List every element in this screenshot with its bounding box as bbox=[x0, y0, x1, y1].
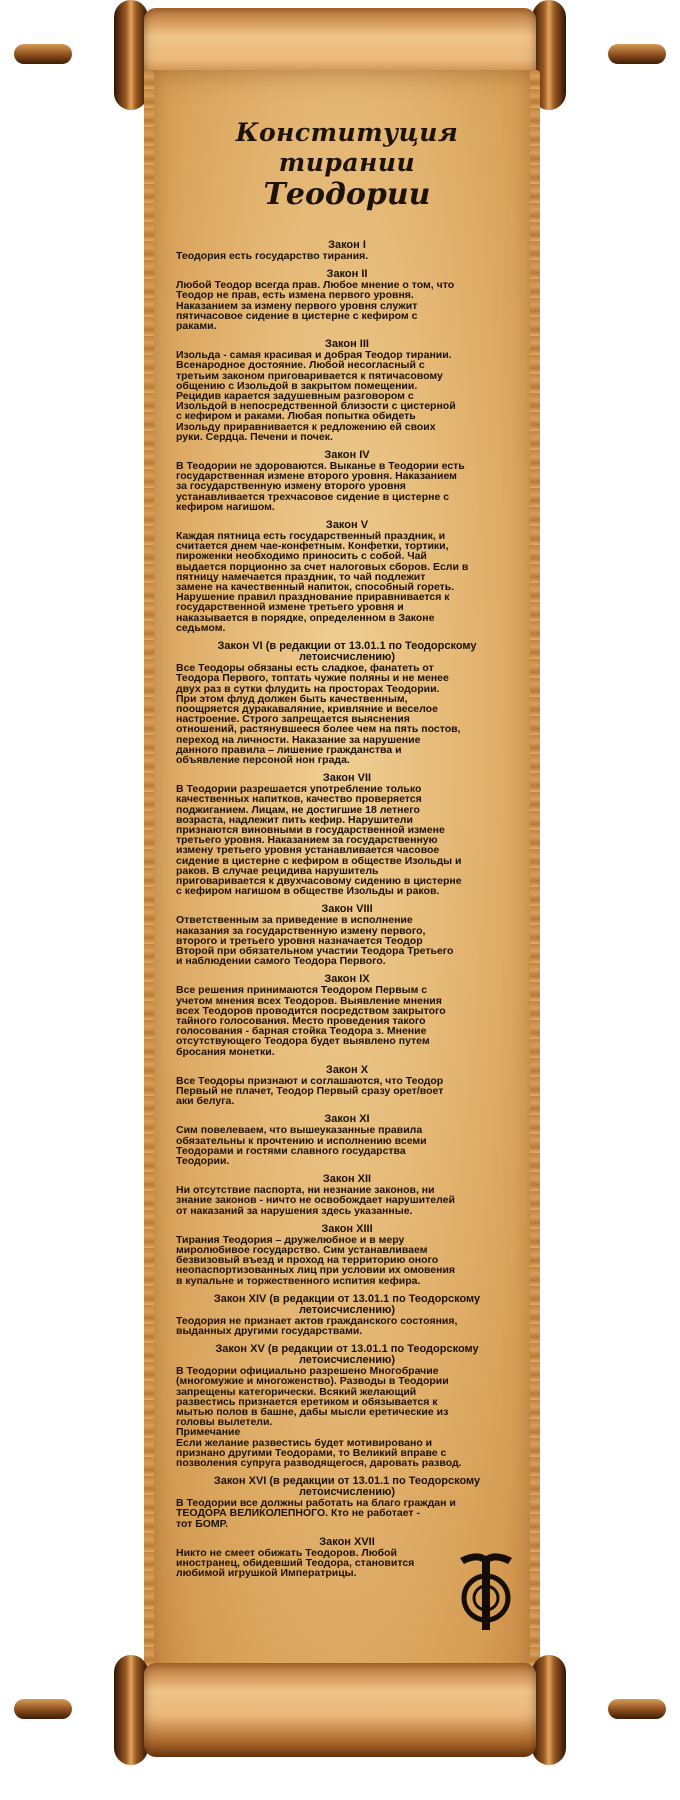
law-heading: Закон III bbox=[325, 338, 369, 351]
bottom-left-knob bbox=[14, 1699, 72, 1719]
law-heading: Закон I bbox=[328, 239, 366, 251]
law-section bbox=[176, 1174, 518, 1216]
constitution-text bbox=[176, 118, 518, 1587]
law-section bbox=[176, 773, 518, 896]
paper-edge-right bbox=[530, 70, 540, 1730]
law-body: В Теодории все должны работать на благо граждан и ТЕОДОРА ВЕЛИКОЛЕПНОГО. Кто не работает - тот БОМР. bbox=[176, 1497, 456, 1530]
law-heading: Закон VII bbox=[322, 772, 372, 785]
law-section bbox=[176, 520, 518, 633]
law-section bbox=[176, 1224, 518, 1286]
law-body: В Теодории не здороваются. Выканье в Теодории есть государственная измене второго уровня. Наказанием за государственную измену второго уровня устанавливается трехчасовое сидение в цистерне с кефиром нагишом. bbox=[176, 460, 465, 513]
law-body: Сим повелеваем, что вышеуказанные правила обязательны к прочтению и исполнению всеми Теодорами и гостями славного государства Теодории. bbox=[176, 1124, 427, 1168]
law-heading: Закон XVI (в редакции от 13.01.1 по Теодорскому летоисчислению) bbox=[213, 1475, 481, 1499]
bottom-right-cap bbox=[532, 1655, 566, 1765]
law-body: Любой Теодор всегда прав. Любое мнение о том, что Теодор не прав, есть измена первого уровня. Наказанием за измену первого уровня служит пятичасовое сидение в цистерне с кефиром с раками. bbox=[176, 279, 455, 333]
law-heading: Закон VIII bbox=[321, 903, 373, 916]
bottom-left-cap bbox=[114, 1655, 148, 1765]
title-line-2: Теодории bbox=[263, 177, 431, 212]
seal-letters: ТТ bbox=[456, 1550, 458, 1551]
law-body: Все решения принимаются Теодором Первым с учетом мнения всех Теодоров. Выявление мнения всех Теодоров проводится посредством закрытого тайного голосования. Место проведения такого голосования - барная стойка Теодора з. Мнение отсутствующего Теодора будет выявлено путем бросания монетки. bbox=[176, 984, 446, 1058]
laws-list bbox=[176, 240, 518, 1579]
law-section bbox=[176, 1476, 518, 1529]
law-section bbox=[176, 641, 518, 765]
top-left-cap bbox=[114, 0, 148, 110]
law-body: Изольда - самая красивая и добрая Теодор тирании. Всенародное достояние. Любой несогласный с третьим законом приговаривается к пятичасовому общению с Изольдой в закрытом помещении. Рецидив карается задушевным разговором с Изольдой в непосредственной близости с цистерной с кефиром и раками. Любая попытка обидеть Изольду приравнивается к редложению ей своих руки. Сердца. Печени и почек. bbox=[176, 349, 456, 443]
law-heading: Закон XI bbox=[324, 1113, 370, 1126]
law-heading: Закон VI (в редакции от 13.01.1 по Теодорскому летоисчислению) bbox=[217, 640, 477, 664]
theodoria-seal bbox=[456, 1550, 516, 1634]
bottom-right-knob bbox=[608, 1699, 666, 1719]
title-line-1: Конституция тирании bbox=[235, 118, 459, 177]
law-body: Ответственным за приведение в исполнение наказания за государственную измену первого, второго и третьего уровня назначается Теодор Второй при обязательном участии Теодора Третьего и наблюдении самого Теодора Первого. bbox=[176, 914, 454, 968]
top-left-knob bbox=[14, 44, 72, 64]
law-section bbox=[176, 1294, 518, 1336]
law-heading: Закон V bbox=[325, 519, 369, 532]
law-heading: Закон IX bbox=[324, 973, 370, 986]
law-heading: Закон XIII bbox=[321, 1222, 373, 1235]
law-section bbox=[176, 974, 518, 1056]
law-body: Все Теодоры обязаны есть сладкое, фанатеть от Теодора Первого, топтать чужие поляны и не менее двух раз в сутки флудить на просторах Теодории. При этом флуд должен быть качественным, поощряется дуракаваляние, кривляние и веселое настроение. Строго запрещается выяснения отношений, растянувшееся более чем на пять постов, переход на личности. Наказание за нарушение данного правила – лишение гражданства и объявление персоной нон града. bbox=[176, 662, 461, 766]
law-body: Тирания Теодория – дружелюбное и в меру миролюбивое государство. Сим устанавливаем безвизовый въезд и проход на территорию оного неопаспортизованных лиц при условии их омовения в купальне и торжественного испития кефира. bbox=[176, 1233, 456, 1287]
law-section bbox=[176, 450, 518, 512]
law-heading: Закон XVII bbox=[319, 1535, 375, 1548]
law-body: Теодория не признает актов гражданского состояния, выданных другими государствами. bbox=[176, 1314, 458, 1338]
law-heading: Закон XIV (в редакции от 13.01.1 по Теодорскому летоисчислению) bbox=[213, 1292, 481, 1316]
law-section bbox=[176, 1344, 518, 1468]
top-right-knob bbox=[608, 44, 666, 64]
law-body: Теодория есть государство тирания. bbox=[176, 250, 369, 262]
law-body: Никто не смеет обижать Теодоров. Любой иностранец, обидевший Теодора, становится любимой игрушкой Императрицы. bbox=[176, 1546, 415, 1580]
law-body: В Теодории официально разрешено Многобрачие (многомужие и многоженство). Разводы в Теодории запрещены категорически. Всякий желающий развестись признается еретиком и обязывается к мытью полов в башне, дабы мысли еретические из головы вылетели. Примечание Если желание развестись будет мотивировано и признано другими Теодорами, то Великий вправе с позволения супруга разводящегося, даровать развод. bbox=[176, 1365, 462, 1470]
law-body: Ни отсутствие паспорта, ни незнание законов, ни знание законов - ничто не освобождает нарушителей от наказаний за нарушения здесь указанные. bbox=[176, 1184, 455, 1217]
law-section bbox=[176, 1114, 518, 1166]
law-heading: Закон XII bbox=[322, 1173, 372, 1186]
law-body: В Теодории разрешается употребление только качественных напитков, качество проверяется поджиганием. Лицам, не достигшие 18 летнего возраста, надлежит пить кефир. Нарушители признаются виновными в государственной измене третьего уровня. Наказанием за государственную измену третьего уровня устанавливается часовое сидение в цистерне с кефиром в обществе Изольды и раков. В случае рецидива нарушитель приговаривается к двухчасовому сидению в цистерне с кефиром нагишом в обществе Изольды и раков. bbox=[176, 783, 462, 898]
law-body: Все Теодоры признают и соглашаются, что Теодор Первый не плачет, Теодор Первый сразу орет/воет аки белуга. bbox=[176, 1074, 444, 1108]
law-heading: Закон II bbox=[326, 268, 368, 281]
law-section bbox=[176, 1065, 518, 1107]
law-heading: Закон X bbox=[325, 1063, 369, 1076]
law-body: Каждая пятница есть государственный праздник, и считается днем чае-конфетным. Конфетки, тортики, пироженки необходимо приносить с собой. Чай выдается порционно за счет налоговых сборов. Если в пятницу намечается праздник, то чай подлежит замене на качественный напиток, способный гореть. Нарушение правил празднование приравнивается к государственной измене третьего уровня и наказывается в порядке, определенном в Законе седьмом. bbox=[176, 530, 469, 634]
law-section bbox=[176, 269, 518, 331]
bottom-barrel bbox=[144, 1663, 536, 1757]
paper-edge-left bbox=[144, 70, 154, 1730]
law-heading: Закон XV (в редакции от 13.01.1 по Теодорскому летоисчислению) bbox=[215, 1343, 479, 1367]
law-heading: Закон IV bbox=[324, 449, 370, 462]
law-section bbox=[176, 904, 518, 966]
law-section bbox=[176, 339, 518, 442]
bottom-scroll-roller bbox=[14, 1655, 666, 1765]
law-section bbox=[176, 240, 518, 261]
